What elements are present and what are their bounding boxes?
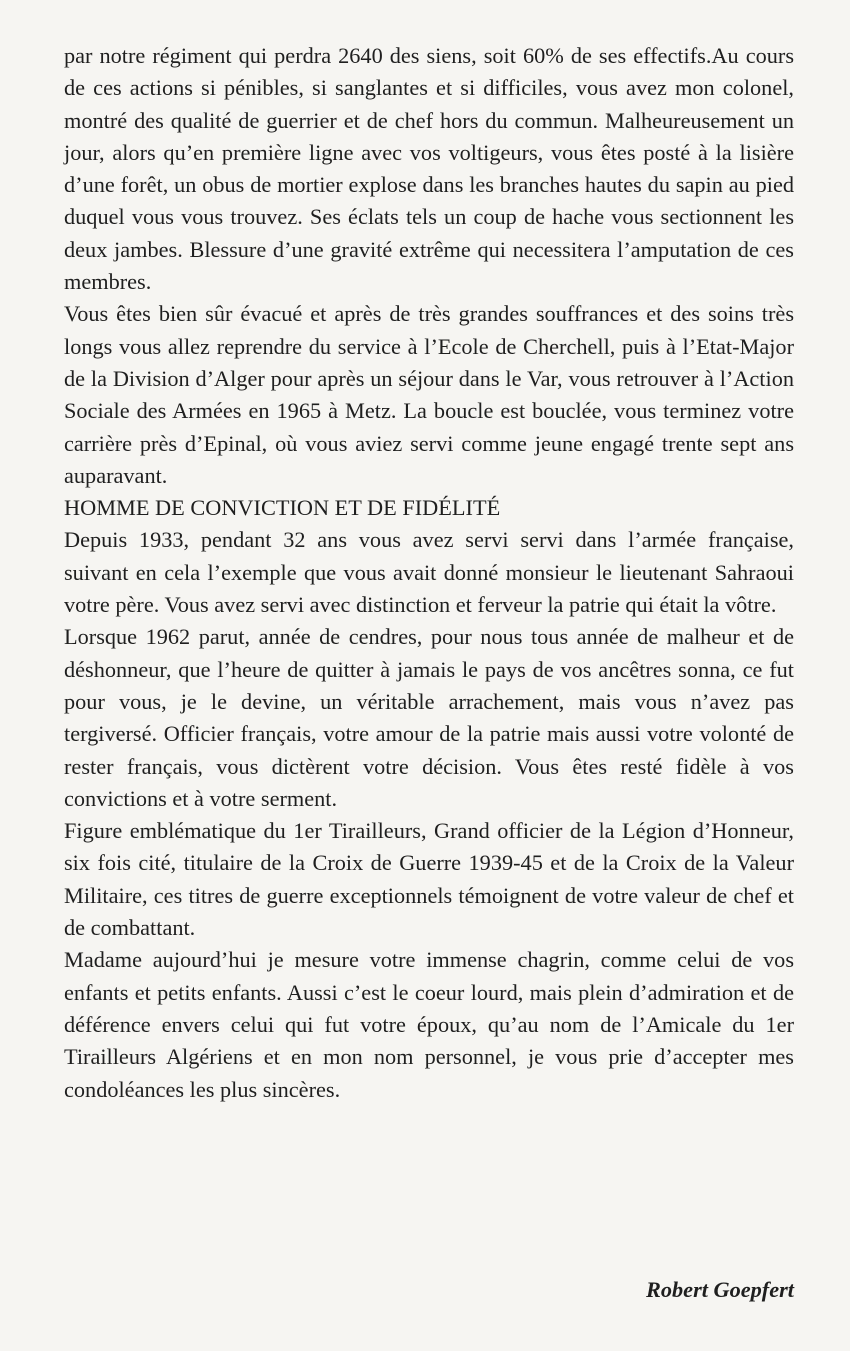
document-body	[64, 40, 794, 1106]
paragraph: Vous êtes bien sûr évacué et après de très grandes souffrances et des soins très longs vous allez reprendre du service à l’Ecole de Cherchell, puis à l’Etat-Major de la Division d’Alger pour après un séjour dans le Var, vous retrouver à l’Action Sociale des Armées en 1965 à Metz. La boucle est bouclée, vous terminez votre carrière près d’Epinal, où vous aviez servi comme jeune engagé trente sept ans auparavant.	[64, 301, 794, 488]
paragraph: Figure emblématique du 1er Tirailleurs, Grand officier de la Légion d’Honneur, six fois cité, titulaire de la Croix de Guerre 1939-45 et de la Croix de la Valeur Militaire, ces titres de guerre exceptionnels témoignent de votre valeur de chef et de combattant.	[64, 818, 794, 941]
section-heading: HOMME DE CONVICTION ET DE FIDÉLITÉ	[64, 495, 501, 521]
paragraph: Depuis 1933, pendant 32 ans vous avez servi servi dans l’armée française, suivant en cela l’exemple que vous avait donné monsieur le lieutenant Sahraoui votre père. Vous avez servi avec distinction et ferveur la patrie qui était la vôtre.	[64, 527, 794, 618]
paragraph: Madame aujourd’hui je mesure votre immense chagrin, comme celui de vos enfants et petits enfants. Aussi c’est le coeur lourd, mais plein d’admiration et de déférence envers celui qui fut votre époux, qu’au nom de l’Amicale du 1er Tirailleurs Algériens et en mon nom personnel, je vous prie d’accepter mes condoléances les plus sincères.	[64, 947, 794, 1102]
paragraph: par notre régiment qui perdra 2640 des siens, soit 60% de ses effectifs.Au cours de ces actions si pénibles, si sanglantes et si difficiles, vous avez mon colonel, montré des qualité de guerrier et de chef hors du commun. Malheureusement un jour, alors qu’en première ligne avec vos voltigeurs, vous êtes posté à la lisière d’une forêt, un obus de mortier explose dans les branches hautes du sapin au pied duquel vous vous trouvez. Ses éclats tels un coup de hache vous sectionnent les deux jambes. Blessure d’une gravité extrême qui necessitera l’amputation de ces membres.	[64, 43, 794, 295]
paragraph: Lorsque 1962 parut, année de cendres, pour nous tous année de malheur et de déshonneur, que l’heure de quitter à jamais le pays de vos ancêtres sonna, ce fut pour vous, je le devine, un véritable arrachement, mais vous n’avez pas tergiversé. Officier français, votre amour de la patrie mais aussi votre volonté de rester français, vous dictèrent votre décision. Vous êtes resté fidèle à vos convictions et à votre serment.	[64, 624, 794, 811]
author-signature: Robert Goepfert	[646, 1277, 794, 1302]
